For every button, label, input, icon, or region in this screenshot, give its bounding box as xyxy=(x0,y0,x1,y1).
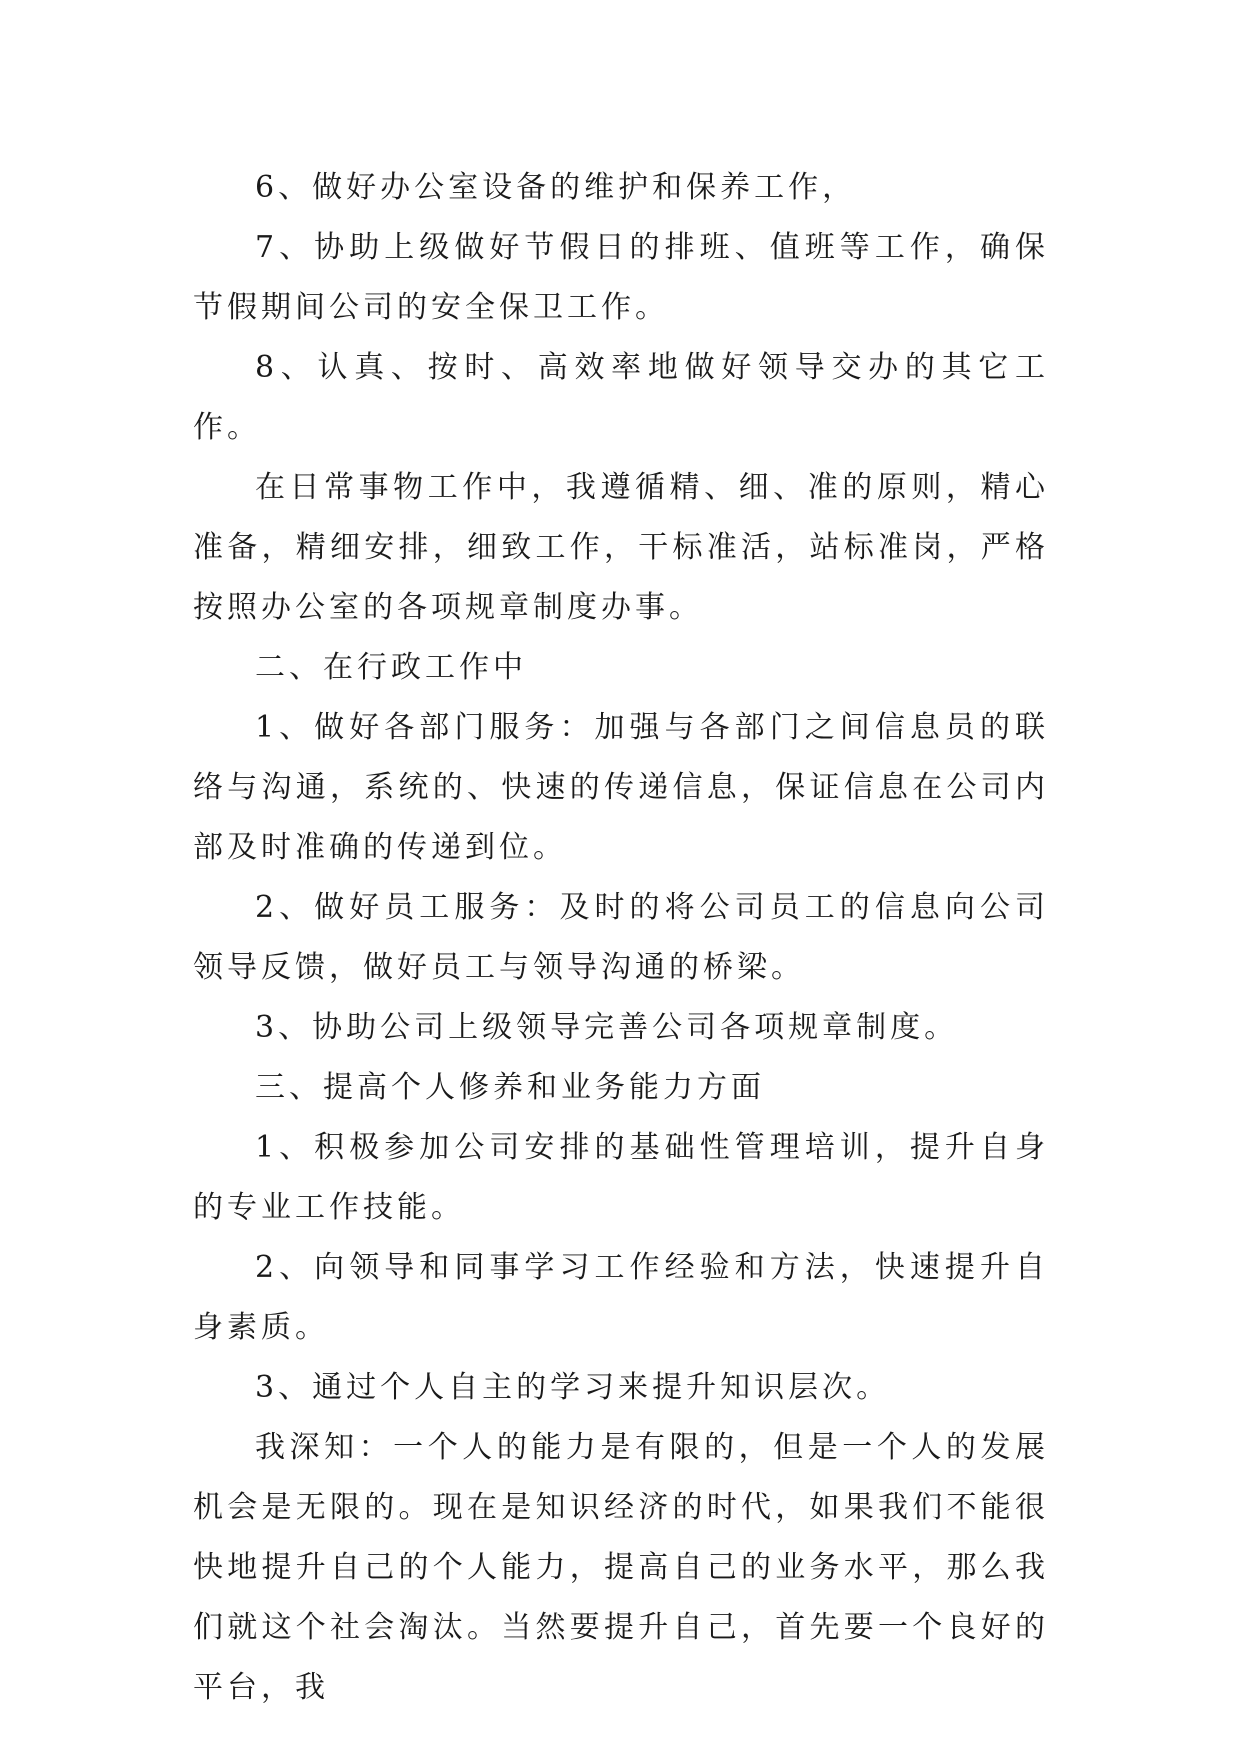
paragraph-admin-1: 1、做好各部门服务：加强与各部门之间信息员的联络与沟通，系统的、快速的传递信息，保证信息在公司内部及时准确的传递到位。 xyxy=(193,710,1049,865)
paragraph-ability-2: 2、向领导和同事学习工作经验和方法，快速提升自身素质。 xyxy=(193,1250,1049,1345)
paragraph-conclusion: 我深知：一个人的能力是有限的，但是一个人的发展机会是无限的。现在是知识经济的时代，如果我们不能很快地提升自己的个人能力，提高自己的业务水平，那么我们就这个社会淘汰。当然要提升自己，首先要一个良好的平台，我 xyxy=(193,1430,1049,1705)
paragraph-admin-3: 3、协助公司上级领导完善公司各项规章制度。 xyxy=(255,1010,959,1045)
paragraph-ability-3: 3、通过个人自主的学习来提升知识层次。 xyxy=(255,1370,891,1405)
section-heading-admin: 二、在行政工作中 xyxy=(255,650,527,685)
paragraph-ability-1: 1、积极参加公司安排的基础性管理培训，提升自身的专业工作技能。 xyxy=(193,1130,1049,1225)
paragraph-item-6: 6、做好办公室设备的维护和保养工作， xyxy=(255,170,857,205)
document-body xyxy=(193,158,1049,1718)
paragraph-daily-work: 在日常事物工作中，我遵循精、细、准的原则，精心准备，精细安排，细致工作，干标准活，站标准岗，严格按照办公室的各项规章制度办事。 xyxy=(193,470,1049,625)
section-heading-ability: 三、提高个人修养和业务能力方面 xyxy=(255,1070,765,1105)
paragraph-item-8: 8、认真、按时、高效率地做好领导交办的其它工作。 xyxy=(193,350,1049,445)
paragraph-item-7: 7、协助上级做好节假日的排班、值班等工作，确保节假期间公司的安全保卫工作。 xyxy=(193,230,1049,325)
paragraph-admin-2: 2、做好员工服务：及时的将公司员工的信息向公司领导反馈，做好员工与领导沟通的桥梁。 xyxy=(193,890,1049,985)
